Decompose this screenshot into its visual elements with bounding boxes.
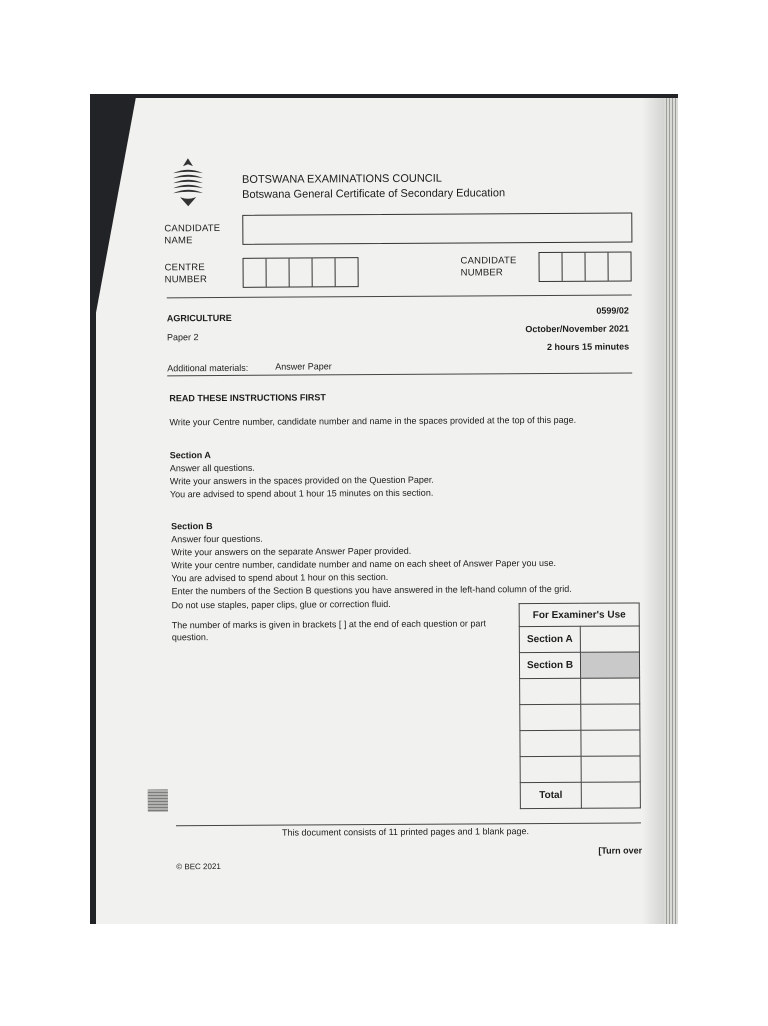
candidate-name-label-line1: CANDIDATE: [164, 222, 221, 235]
grid-question-cell[interactable]: [520, 704, 581, 730]
divider-top: [167, 294, 632, 298]
centre-digit-box[interactable]: [336, 258, 358, 286]
grid-title: For Examiner's Use: [519, 603, 639, 627]
section-a-title: Section A: [169, 450, 211, 461]
exam-duration: 2 hours 15 minutes: [547, 341, 630, 353]
candidate-number-label-line1: CANDIDATE: [460, 255, 517, 267]
bec-logo-icon: [170, 157, 206, 207]
examiner-use-grid: [519, 602, 641, 809]
section-a-line: Write your answers in the spaces provided on the Question Paper.: [169, 474, 434, 487]
page-count-note: This document consists of 11 printed pages and 1 blank page.: [281, 826, 530, 838]
section-b-line: Write your centre number, candidate number and name on each sheet of Answer Paper you use.: [171, 557, 556, 571]
materials-value: Answer Paper: [275, 361, 332, 372]
candidate-digit-box[interactable]: [608, 252, 630, 280]
grid-question-cell[interactable]: [520, 730, 581, 756]
grid-shaded-cell: [580, 652, 639, 678]
grid-question-cell[interactable]: [520, 756, 581, 782]
grid-total-cell[interactable]: [581, 782, 640, 808]
grid-mark-cell[interactable]: [581, 704, 640, 730]
centre-number-field[interactable]: [243, 257, 359, 288]
section-b-line: You are advised to spend about 1 hour on this section.: [171, 571, 389, 584]
subject-title: AGRICULTURE: [166, 312, 232, 324]
centre-number-label-line2: NUMBER: [164, 274, 208, 286]
centre-digit-box[interactable]: [313, 258, 336, 286]
candidate-digit-box[interactable]: [539, 253, 562, 281]
candidate-name-field[interactable]: [242, 212, 632, 244]
turn-over-note: [Turn over: [598, 845, 643, 856]
centre-number-label-line1: CENTRE: [164, 262, 205, 274]
copyright-note: © BEC 2021: [176, 862, 221, 872]
section-b-line: Answer four questions.: [171, 533, 263, 545]
centre-digit-box[interactable]: [290, 258, 313, 286]
grid-question-cell[interactable]: [520, 678, 581, 704]
syllabus-code: 0599/02: [596, 305, 629, 316]
candidate-name-label: [164, 223, 220, 247]
materials-label: Additional materials:: [167, 362, 249, 374]
candidate-number-label: [461, 255, 517, 279]
org-name: BOTSWANA EXAMINATIONS COUNCIL: [242, 172, 442, 186]
section-b-line: question.: [171, 632, 209, 643]
grid-mark-cell[interactable]: [581, 756, 640, 782]
header-block: [242, 171, 505, 203]
section-b-line: Do not use staples, paper clips, glue or correction fluid.: [171, 598, 391, 611]
instructions-heading: READ THESE INSTRUCTIONS FIRST: [169, 392, 326, 404]
centre-digit-box[interactable]: [244, 259, 267, 287]
candidate-digit-box[interactable]: [585, 253, 608, 281]
grid-mark-cell[interactable]: [581, 730, 640, 756]
candidate-number-label-line2: NUMBER: [460, 267, 504, 279]
candidate-number-field[interactable]: [538, 251, 631, 282]
barcode-icon: [148, 789, 168, 811]
certificate-name: Botswana General Certificate of Secondary Education: [242, 187, 506, 201]
candidate-name-label-line2: NAME: [164, 235, 193, 247]
candidate-digit-box[interactable]: [562, 253, 585, 281]
grid-label-section-a: Section A: [519, 626, 580, 652]
grid-mark-cell[interactable]: [580, 626, 639, 652]
section-a-line: Answer all questions.: [169, 462, 255, 474]
section-b-line: The number of marks is given in brackets [ ] at the end of each question or part: [171, 618, 486, 631]
instructions-intro: Write your Centre number, candidate number and name in the spaces provided at the top of this page.: [169, 414, 577, 428]
paper-number: Paper 2: [166, 332, 199, 343]
grid-total-label: Total: [520, 782, 581, 808]
section-a-line: You are advised to spend about 1 hour 15 minutes on this section.: [169, 487, 434, 500]
exam-session: October/November 2021: [525, 323, 629, 335]
centre-number-label: [165, 262, 208, 286]
centre-digit-box[interactable]: [267, 259, 290, 287]
section-b-line: Write your answers on the separate Answer Paper provided.: [171, 545, 412, 558]
section-b-line: Enter the numbers of the Section B questions you have answered in the left-hand column of the grid.: [171, 583, 572, 597]
grid-mark-cell[interactable]: [581, 678, 640, 704]
grid-label-section-b: Section B: [519, 652, 580, 678]
section-b-title: Section B: [171, 521, 213, 532]
